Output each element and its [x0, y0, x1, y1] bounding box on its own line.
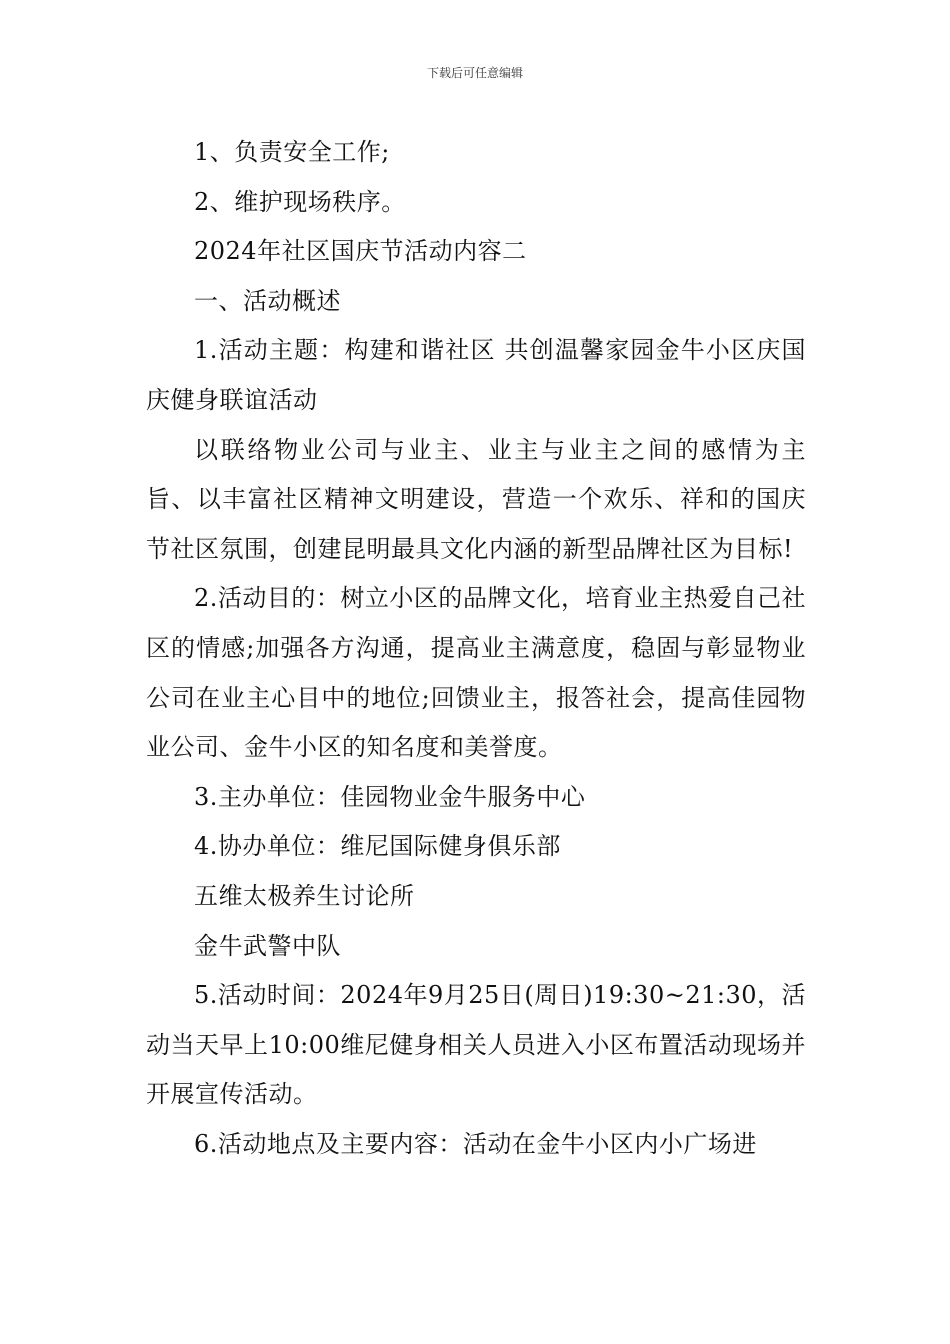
- paragraph-theme: 1.活动主题：构建和谐社区 共创温馨家园金牛小区庆国庆健身联谊活动: [146, 336, 806, 414]
- section-heading-overview: 一、活动概述: [194, 286, 341, 315]
- paragraph-goal: 2.活动目的：树立小区的品牌文化，培育业主热爱自己社区的情感;加强各方沟通，提高业主满意度，稳固与彰显物业公司在业主心目中的地位;回馈业主，报答社会，提高佳园物业公司、金牛小区的知名度和美誉度。: [146, 584, 806, 762]
- section-title: 2024年社区国庆节活动内容二: [194, 237, 527, 266]
- paragraph-safety: 1、负责安全工作;: [194, 138, 390, 166]
- paragraph-co-organizer: 4.协办单位：维尼国际健身俱乐部: [194, 832, 561, 861]
- paragraph-co-organizer-3: 金牛武警中队: [194, 931, 341, 960]
- paragraph-organizer: 3.主办单位：佳园物业金牛服务中心: [194, 782, 586, 811]
- page-header-note: 下载后可任意编辑: [426, 66, 523, 80]
- paragraph-time: 5.活动时间：2024年9月25日(周日)19:30~21:30，活动当天早上10:00维尼健身相关人员进入小区布置活动现场并开展宣传活动。: [146, 981, 806, 1109]
- paragraph-order: 2、维护现场秩序。: [194, 187, 406, 216]
- document-body: [146, 128, 806, 1169]
- paragraph-location: 6.活动地点及主要内容：活动在金牛小区内小广场进: [194, 1129, 757, 1158]
- paragraph-co-organizer-2: 五维太极养生讨论所: [194, 881, 415, 910]
- paragraph-purpose-intro: 以联络物业公司与业主、业主与业主之间的感情为主旨、以丰富社区精神文明建设，营造一个欢乐、祥和的国庆节社区氛围，创建昆明最具文化内涵的新型品牌社区为目标!: [146, 435, 806, 563]
